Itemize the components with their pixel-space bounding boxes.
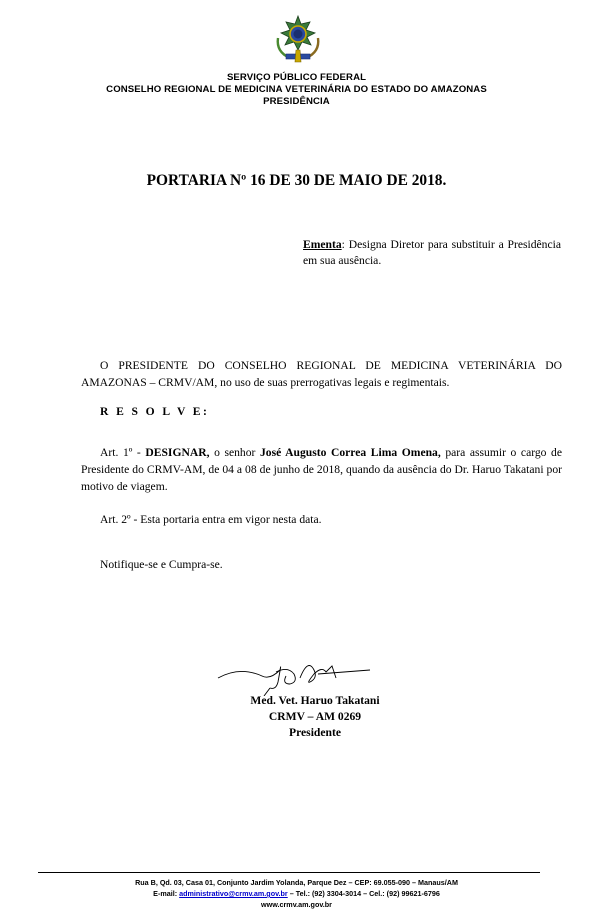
footer-website: www.crmv.am.gov.br	[261, 900, 332, 909]
ementa-label: Ementa	[303, 238, 342, 251]
header-service-line: SERVIÇO PÚBLICO FEDERAL	[226, 72, 367, 83]
article-1-verb: DESIGNAR,	[145, 446, 210, 459]
ementa-block	[303, 237, 561, 269]
footer-email-label: E-mail:	[153, 889, 180, 898]
footer-email-link[interactable]: administrativo@crmv.am.gov.br	[179, 889, 288, 898]
article-1-rest: para assumir o cargo de Presidente do CRMV-AM, de 04 a 08 de junho de 2018, quando da ausência do Dr. Haruo Takatani por motivo de viagem.	[81, 446, 562, 493]
resolve-heading: R E S O L V E:	[100, 405, 210, 418]
brazil-coat-of-arms-icon	[270, 14, 326, 66]
footer-divider	[38, 872, 540, 873]
article-1-mid: o senhor	[209, 446, 260, 459]
signatory-role: Presidente	[289, 726, 341, 739]
article-1-prefix: Art. 1º -	[100, 446, 146, 459]
signatory-name: Med. Vet. Haruo Takatani	[250, 694, 380, 707]
preamble-paragraph: O PRESIDENTE DO CONSELHO REGIONAL DE MEDICINA VETERINÁRIA DO AMAZONAS – CRMV/AM, no uso de suas prerrogativas legais e regimentais.	[81, 359, 562, 389]
header-presidency-line: PRESIDÊNCIA	[263, 96, 330, 107]
signatory-registration: CRMV – AM 0269	[268, 710, 362, 723]
footer-address: Rua B, Qd. 03, Casa 01, Conjunto Jardim Yolanda, Parque Dez – CEP: 69.055-090 – Manaus/AM	[135, 878, 458, 887]
document-title: PORTARIA Nº 16 DE 30 DE MAIO DE 2018.	[146, 172, 447, 189]
article-1-paragraph	[81, 444, 562, 495]
article-2-paragraph: Art. 2º - Esta portaria entra em vigor nesta data.	[100, 513, 322, 526]
article-1-name: José Augusto Correa Lima Omena,	[259, 446, 441, 459]
footer-phones: – Tel.: (92) 3304-3014 – Cel.: (92) 99621-6796	[287, 889, 440, 898]
header-council-line: CONSELHO REGIONAL DE MEDICINA VETERINÁRIA DO ESTADO DO AMAZONAS	[106, 84, 487, 95]
handwritten-signature	[210, 648, 380, 696]
footer-contact	[0, 889, 593, 900]
closing-line: Notifique-se e Cumpra-se.	[100, 558, 223, 571]
ementa-text: : Designa Diretor para substituir a Presidência em sua ausência.	[303, 238, 561, 267]
